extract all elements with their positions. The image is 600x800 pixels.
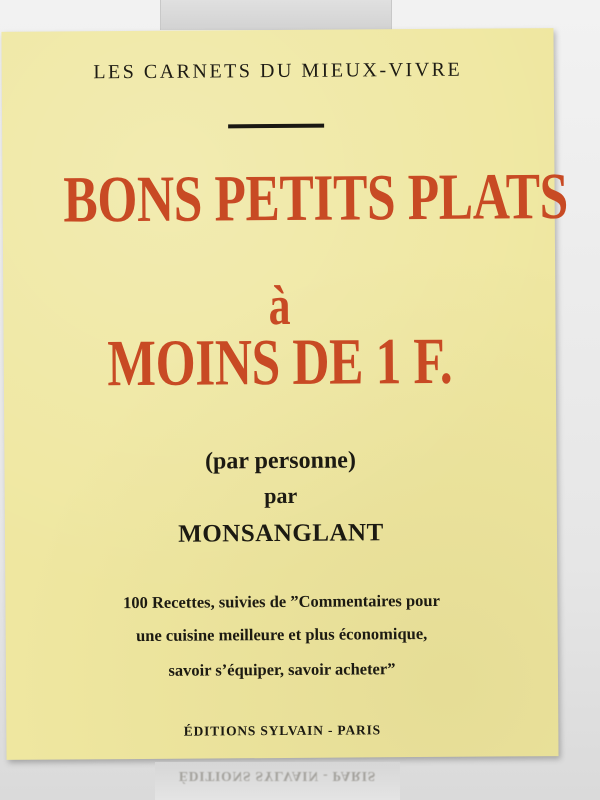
description-line-2: une cuisine meilleure et plus économique, [136, 623, 428, 646]
description-line-1: 100 Recettes, suivies de ”Commentaires pour [122, 590, 440, 613]
by-label: par [264, 482, 298, 509]
shelf-reflection [155, 762, 400, 800]
publisher-reflection: ÉDITIONS SYLVAIN - PARIS [178, 769, 377, 784]
title-line-2: à [268, 274, 291, 338]
description-line-3: savoir s’équiper, savoir acheter” [168, 659, 396, 680]
title-line-1: BONS PETITS PLATS [63, 159, 569, 237]
author-name: MONSANGLANT [178, 519, 384, 548]
display-stand [160, 0, 392, 30]
subtitle-per-person: (par personne) [204, 447, 356, 475]
publisher: ÉDITIONS SYLVAIN - PARIS [183, 722, 381, 739]
series-title: LES CARNETS DU MIEUX-VIVRE [93, 58, 463, 84]
title-line-3: MOINS DE 1 F. [107, 324, 453, 401]
book-cover [1, 28, 569, 760]
divider-rule [228, 124, 324, 129]
